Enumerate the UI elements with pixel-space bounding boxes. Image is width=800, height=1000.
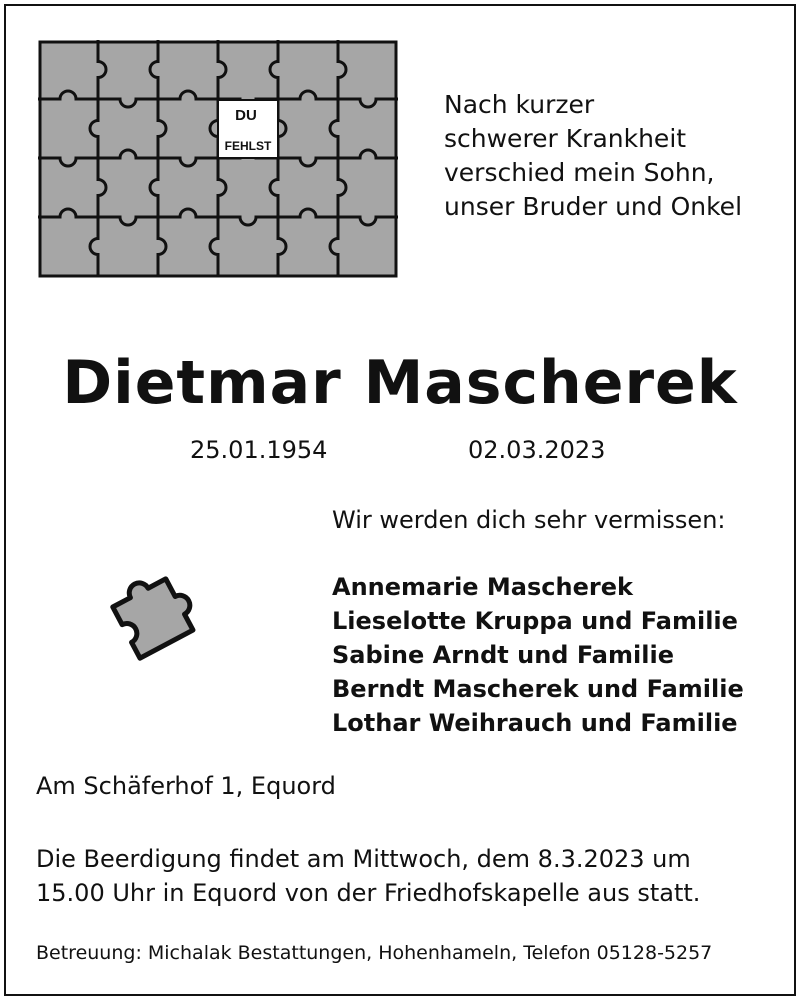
intro-line: schwerer Krankheit	[444, 124, 687, 153]
intro-line: verschied mein Sohn,	[444, 158, 715, 187]
deceased-name: Dietmar Mascherek	[62, 348, 738, 418]
mourners-intro: Wir werden dich sehr vermissen:	[332, 506, 726, 534]
intro-line: unser Bruder und Onkel	[444, 192, 743, 221]
mourner-name: Annemarie Mascherek	[332, 573, 633, 601]
funeral-home-info: Betreuung: Michalak Bestattungen, Hohenhameln, Telefon 05128-5257	[36, 942, 713, 964]
puzzle-piece-icon	[96, 560, 206, 670]
funeral-info	[36, 842, 700, 910]
funeral-line: Die Beerdigung findet am Mittwoch, dem 8.3.2023 um	[36, 845, 691, 873]
birth-date: 25.01.1954	[190, 436, 328, 464]
death-date: 02.03.2023	[468, 436, 606, 464]
mourner-name: Sabine Arndt und Familie	[332, 641, 674, 669]
mourner-name: Berndt Mascherek und Familie	[332, 675, 744, 703]
address: Am Schäferhof 1, Equord	[36, 772, 336, 800]
mourner-name: Lieselotte Kruppa und Familie	[332, 607, 738, 635]
puzzle-text-bottom: FEHLST	[224, 139, 272, 153]
mourner-list	[332, 570, 744, 740]
funeral-line: 15.00 Uhr in Equord von der Friedhofskapelle aus statt.	[36, 879, 701, 907]
puzzle-text-top: DU	[235, 107, 257, 124]
mourner-name: Lothar Weihrauch und Familie	[332, 709, 738, 737]
intro-text	[444, 88, 784, 224]
intro-line: Nach kurzer	[444, 90, 595, 119]
puzzle-board-image	[38, 40, 398, 278]
